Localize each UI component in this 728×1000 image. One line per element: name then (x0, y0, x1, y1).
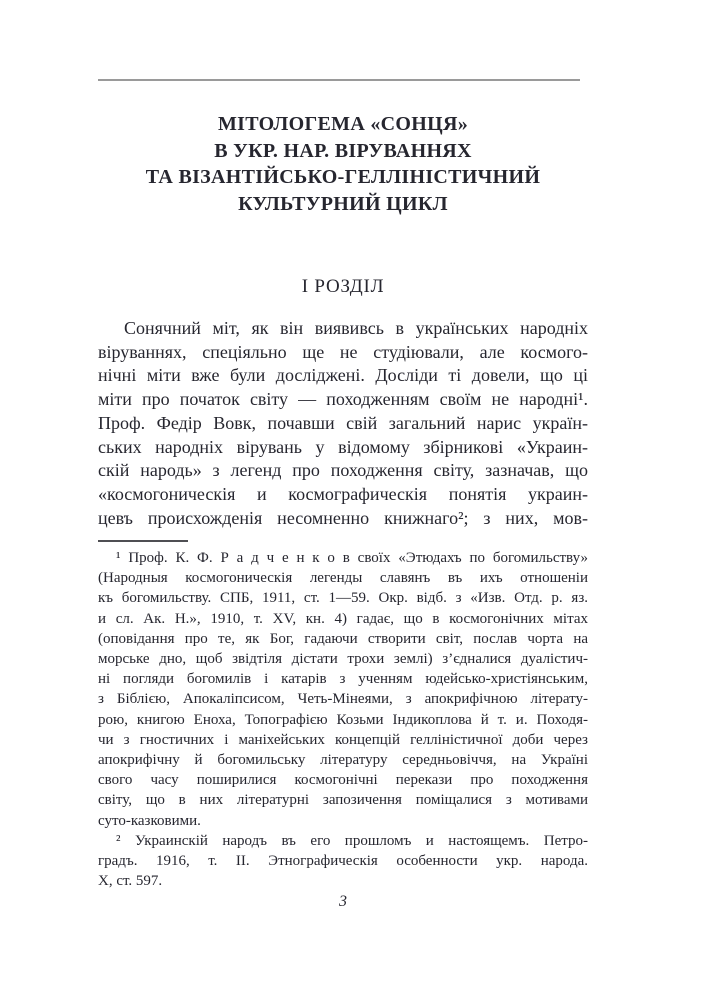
footnote-line: X, ст. 597. (98, 873, 163, 890)
footnote-line: и сл. Ак. Н.», 1910, т. XV, кн. 4) гадає, що в космогонічних мітах (98, 610, 588, 627)
footnote-line: свого часу поширилися космогонічні перекази про походження (98, 772, 588, 789)
footnotes (98, 548, 588, 891)
footnote-line: світу, що в них літературні запозичення поміщалися з мотивами (98, 792, 588, 809)
footnote-line: (оповідання про те, як Бог, гадаючи створити світ, послав чорта на (98, 630, 588, 647)
footnote-separator (98, 540, 188, 542)
body-paragraph (98, 317, 588, 530)
chapter-title (98, 111, 588, 217)
footnote-1 (98, 548, 588, 831)
page-number: 3 (339, 893, 347, 910)
footnote-line: къ богомильству. СПБ, 1911, ст. 1—59. Окр. відб. з «Изв. Отд. р. яз. (98, 590, 588, 607)
footnote-line: з Біблією, Апокаліпсисом, Четь-Мінеями, з апокрифічною літерату- (98, 691, 588, 708)
footnote-line: ² Украинскій народъ въ его прошломъ и настоящемъ. Петро- (116, 832, 588, 849)
header-rule (98, 79, 580, 81)
chapter-title-line: КУЛЬТУРНИЙ ЦИКЛ (238, 192, 448, 215)
footnote-line: рою, книгою Еноха, Топографією Козьми Індикоплова й т. и. Походя- (98, 711, 588, 728)
footnote-line: (Народныя космогоническія легенды славянъ въ ихъ отношеніи (98, 570, 588, 587)
body-text-line: нічні міти вже були досліджені. Досліди ті довели, що ці (98, 365, 588, 386)
chapter-title-line: МІТОЛОГЕМА «СОНЦЯ» (217, 113, 469, 135)
footnote-line: ¹ Проф. К. Ф. Р а д ч е н к о в своїх «Этюдахъ по богомильству» (116, 550, 588, 566)
body-text-line: міти про початок світу — походженням своїм не народні¹. (98, 389, 588, 410)
footnote-line: ні погляди богомилів і катарів з ученням юдейсько-христіянським, (98, 671, 588, 688)
footnote-line: градъ. 1916, т. II. Этнографическія особенности укр. народа. (98, 853, 588, 870)
section-heading: І РОЗДІЛ (301, 276, 385, 297)
footnote-line: суто-казковими. (98, 812, 201, 829)
footnote-2 (98, 831, 588, 892)
body-text-line: цевъ происхожденія несомненно книжнаго²; з них, мов- (98, 507, 588, 528)
footnote-line: чи з гностичних і маніхейських концепцій гелліністичної доби через (98, 731, 588, 748)
body-text-line: скій народь» з легенд про походження світу, зазначав, що (98, 460, 588, 481)
body-text-line: Проф. Федір Вовк, почавши свій загальний нарис україн- (98, 412, 588, 433)
footnote-line: апокрифічну й богомильську літературу середньовіччя, на Україні (98, 752, 588, 769)
body-text-line: Сонячний міт, як він виявивсь в українських народніх (124, 318, 588, 338)
body-text-line: ських народніх вірувань у відомому збірникові «Украин- (98, 436, 588, 457)
chapter-title-line: ТА ВІЗАНТІЙСЬКО-ГЕЛЛІНІСТИЧНИЙ (145, 166, 541, 188)
body-text-line: віруваннях, спеціяльно ще не студіювали, але космого- (98, 341, 588, 362)
footnote-line: морське дно, щоб звідтіля дістати трохи землі) з’єдналися дуалістич- (98, 651, 588, 668)
chapter-title-line: В УКР. НАР. ВІРУВАННЯХ (214, 139, 472, 162)
body-text-line: «космогоническія и космографическія понятія украин- (98, 483, 588, 504)
